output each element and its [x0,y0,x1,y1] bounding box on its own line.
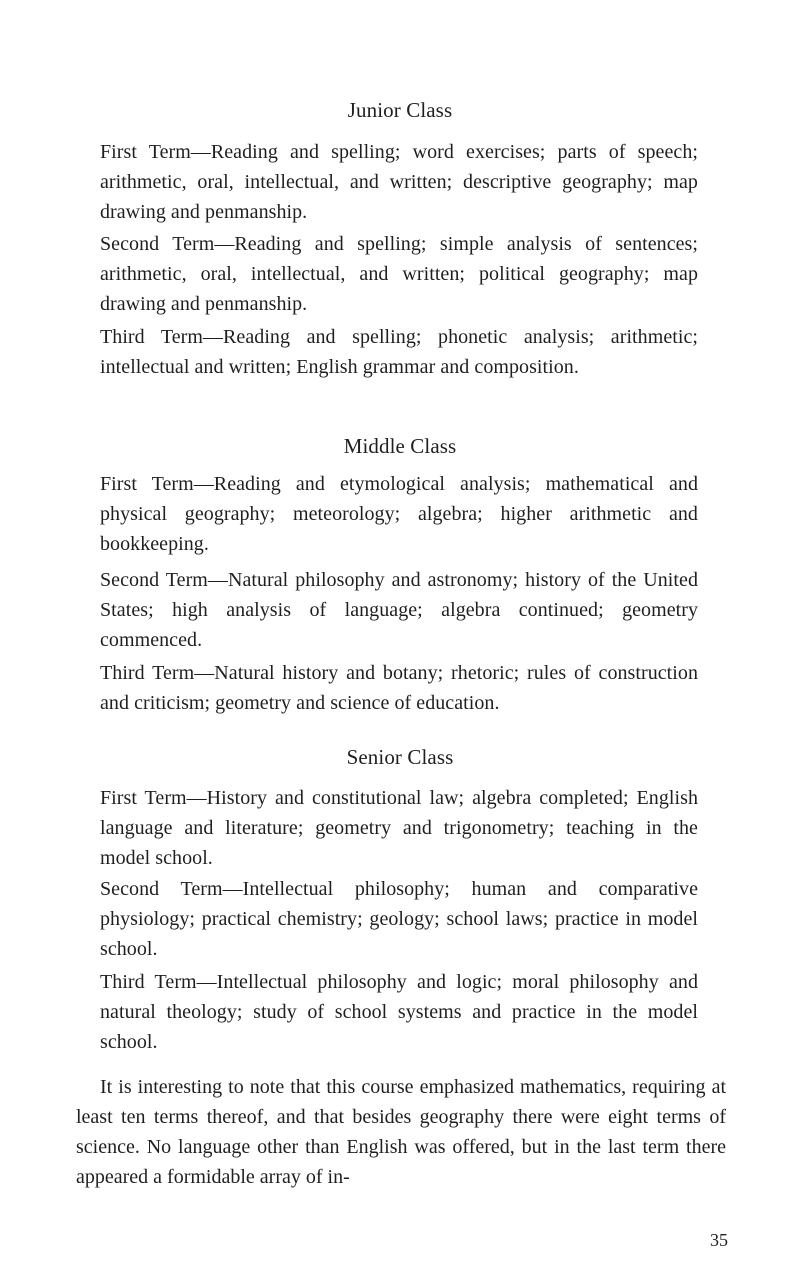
middle-third-term: Third Term—Natural history and botany; rhetoric; rules of construction and criticism; geometry and science of education. [100,662,698,714]
closing-paragraph: It is interesting to note that this course emphasized mathematics, requiring at least ten terms thereof, and that besides geography there were eight terms of science. No language other than English was offered, but in the last term there appeared a formidable array of in- [76,1076,726,1188]
junior-first-term: First Term—Reading and spelling; word exercises; parts of speech; arithmetic, oral, intellectual, and written; descriptive geography; map drawing and penmanship. [100,141,698,223]
middle-first-term: First Term—Reading and etymological analysis; mathematical and physical geography; meteorology; algebra; higher arithmetic and bookkeeping. [100,473,698,555]
page-number: 35 [710,1230,728,1250]
middle-second-term: Second Term—Natural philosophy and astronomy; history of the United States; high analysis of language; algebra continued; geometry commenced. [100,569,698,651]
senior-second-term: Second Term—Intellectual philosophy; human and comparative physiology; practical chemistry; geology; school laws; practice in model school. [100,878,698,960]
senior-class-heading: Senior Class [346,745,454,769]
junior-class-heading: Junior Class [347,98,453,122]
junior-third-term: Third Term—Reading and spelling; phonetic analysis; arithmetic; intellectual and written; English grammar and composition. [100,326,698,378]
senior-third-term: Third Term—Intellectual philosophy and logic; moral philosophy and natural theology; study of school systems and practice in the model school. [100,971,698,1053]
junior-second-term: Second Term—Reading and spelling; simple analysis of sentences; arithmetic, oral, intellectual, and written; political geography; map drawing and penmanship. [100,233,698,315]
middle-class-heading: Middle Class [343,434,457,458]
senior-first-term: First Term—History and constitutional law; algebra completed; English language and literature; geometry and trigonometry; teaching in the model school. [100,787,698,869]
